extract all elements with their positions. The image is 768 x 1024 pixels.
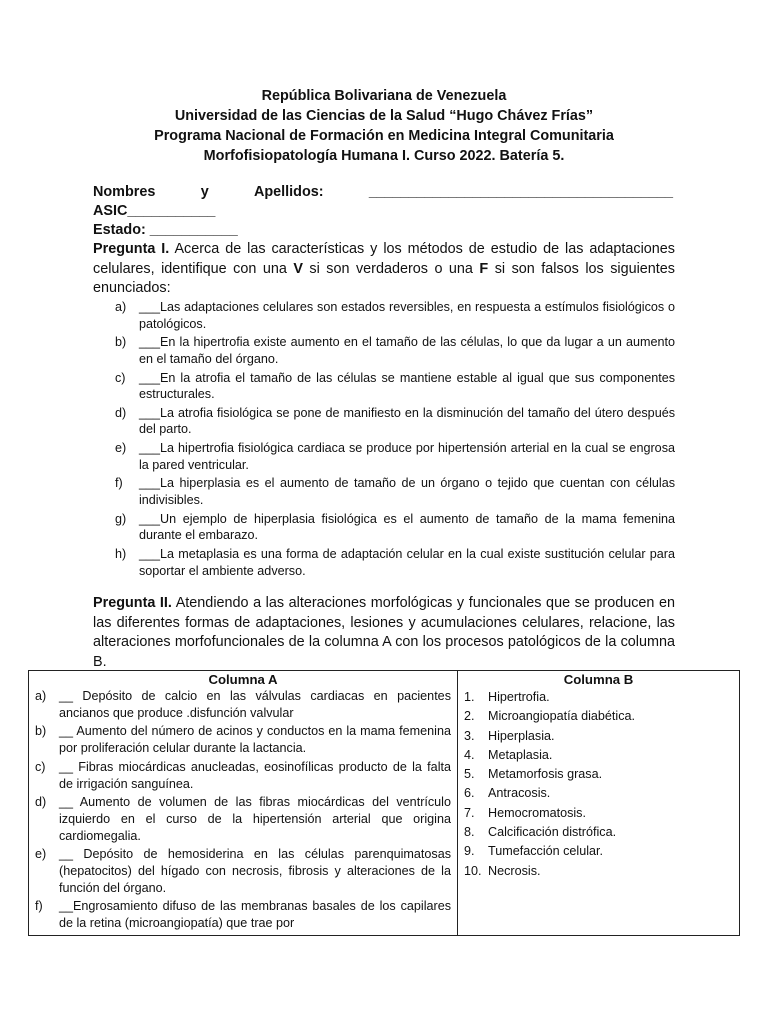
header-university: Universidad de las Ciencias de la Salud “Hugo Chávez Frías” bbox=[174, 108, 594, 124]
q1-item bbox=[115, 405, 675, 438]
item-text: __ Fibras miocárdicas anucleadas, eosinofílicas producto de la falta de irrigación sanguínea. bbox=[59, 759, 451, 791]
item-text: Hemocromatosis. bbox=[488, 805, 586, 820]
q1-item bbox=[115, 511, 675, 544]
student-fields bbox=[93, 183, 673, 240]
item-letter: h) bbox=[115, 547, 127, 562]
item-letter: e) bbox=[35, 847, 47, 862]
item-letter: a) bbox=[35, 689, 47, 703]
item-letter: f) bbox=[115, 476, 123, 491]
item-number: 10. bbox=[464, 863, 482, 878]
column-b-item bbox=[458, 842, 739, 861]
q1-item bbox=[115, 334, 675, 367]
column-a-item bbox=[29, 688, 457, 721]
name-field-row bbox=[93, 183, 673, 202]
q1-item bbox=[115, 440, 675, 473]
nombres-label: Nombres bbox=[93, 184, 156, 200]
item-text: ___En la atrofia el tamaño de las células se mantiene estable al igual que sus componentes estructurales. bbox=[139, 370, 675, 402]
column-b-title: Columna B bbox=[563, 672, 634, 687]
item-text: ___Un ejemplo de hiperplasia fisiológica es el aumento de tamaño de la mama femenina durante el embarazo. bbox=[139, 511, 675, 543]
item-text: __ Aumento de volumen de las fibras miocárdicas del ventrículo izquierdo en el curso de la hipertensión arterial que origina cardiomegalia. bbox=[59, 795, 451, 843]
column-b-item bbox=[458, 765, 739, 784]
column-a bbox=[29, 671, 458, 936]
y-label: y bbox=[200, 184, 209, 200]
item-text: Tumefacción celular. bbox=[488, 844, 604, 859]
item-number: 8. bbox=[464, 825, 475, 840]
name-blank: ______________________________________ bbox=[368, 184, 673, 200]
item-text: __Engrosamiento difuso de las membranas basales de los capilares de la retina (microangiopatía) que trae por bbox=[59, 899, 451, 931]
item-letter: b) bbox=[35, 724, 47, 739]
question-2-label: Pregunta II. bbox=[93, 595, 172, 611]
header-course: Morfofisiopatología Humana I. Curso 2022. Batería 5. bbox=[203, 148, 565, 164]
item-letter: f) bbox=[35, 899, 43, 914]
item-text: Antracosis. bbox=[488, 786, 551, 801]
q2-text: Atendiendo a las alteraciones morfológicas y funcionales que se producen en las diferentes formas de adaptaciones, lesiones y acumulaciones celulares, relacione, las alteraciones morfofuncionales de la columna A con los procesos patológicos de la columna B. bbox=[93, 595, 675, 670]
item-number: 5. bbox=[464, 767, 475, 782]
item-letter: e) bbox=[115, 441, 127, 456]
question-1-items bbox=[115, 299, 675, 581]
document-header bbox=[0, 86, 768, 166]
item-text: Hiperplasia. bbox=[488, 728, 555, 743]
asic-field: ASIC___________ bbox=[93, 203, 216, 219]
column-b-item bbox=[458, 688, 739, 707]
item-text: Calcificación distrófica. bbox=[488, 825, 617, 840]
apellidos-label: Apellidos: bbox=[254, 184, 324, 200]
column-a-item bbox=[29, 759, 457, 792]
item-text: Necrosis. bbox=[488, 863, 541, 878]
item-number: 7. bbox=[464, 805, 475, 820]
q1-f: F bbox=[479, 260, 489, 277]
item-number: 4. bbox=[464, 747, 475, 762]
column-b-item bbox=[458, 784, 739, 803]
item-text: ___Las adaptaciones celulares son estados reversibles, en respuesta a estímulos fisiológicos o patológicos. bbox=[139, 300, 675, 331]
question-2-statement bbox=[93, 594, 675, 672]
header-program: Programa Nacional de Formación en Medicina Integral Comunitaria bbox=[154, 128, 614, 144]
column-b-item bbox=[458, 727, 739, 746]
item-text: Metaplasia. bbox=[488, 747, 553, 762]
item-letter: c) bbox=[115, 370, 126, 385]
item-text: ___La atrofia fisiológica se pone de manifiesto en la disminución del tamaño del útero después del parto. bbox=[139, 405, 675, 437]
column-b-item bbox=[458, 804, 739, 823]
item-number: 1. bbox=[464, 690, 475, 704]
column-b-item bbox=[458, 862, 739, 881]
column-b-item bbox=[458, 746, 739, 765]
item-number: 2. bbox=[464, 709, 475, 724]
item-text: ___La hiperplasia es el aumento de tamaño de un órgano o tejido que cuentan con células indivisibles. bbox=[139, 476, 675, 507]
q1-item bbox=[115, 370, 675, 403]
question-1-statement bbox=[93, 240, 675, 299]
item-text: __ Depósito de calcio en las válvulas cardiacas en pacientes ancianos que produce .disfunción valvular bbox=[59, 689, 451, 720]
item-letter: d) bbox=[115, 405, 127, 420]
q1-item bbox=[115, 475, 675, 508]
item-letter: d) bbox=[35, 795, 47, 810]
column-b-item bbox=[458, 707, 739, 726]
item-text: ___La metaplasia es una forma de adaptación celular en la cual existe sustitución celular para soportar el ambiente adverso. bbox=[139, 547, 675, 578]
item-letter: c) bbox=[35, 759, 46, 774]
q1-text-c: si son falsos los siguientes enunciados: bbox=[93, 260, 675, 296]
q1-item bbox=[115, 299, 675, 332]
column-a-title: Columna A bbox=[208, 672, 278, 687]
matching-table bbox=[28, 670, 740, 936]
column-b-item bbox=[458, 823, 739, 842]
header-country: República Bolivariana de Venezuela bbox=[261, 88, 507, 104]
estado-field: Estado: ___________ bbox=[93, 222, 238, 238]
column-b bbox=[458, 671, 740, 936]
column-a-item bbox=[29, 846, 457, 896]
column-a-item bbox=[29, 898, 457, 931]
item-letter: g) bbox=[115, 511, 127, 526]
item-text: ___En la hipertrofia existe aumento en el tamaño de las células, lo que da lugar a un aumento en el tamaño del órgano. bbox=[139, 335, 675, 366]
item-text: __ Depósito de hemosiderina en las células parenquimatosas (hepatocitos) del hígado con necrosis, fibrosis y alteraciones de la función del órgano. bbox=[59, 847, 451, 895]
item-number: 6. bbox=[464, 786, 475, 801]
column-a-item bbox=[29, 723, 457, 756]
item-text: Microangiopatía diabética. bbox=[488, 709, 636, 724]
q1-text-b: si son verdaderos o una bbox=[302, 260, 480, 277]
item-text: ___La hipertrofia fisiológica cardiaca se produce por hipertensión arterial en la cual se engrosa la pared ventricular. bbox=[139, 441, 675, 472]
item-text: __ Aumento del número de acinos y conductos en la mama femenina por proliferación celular durante la lactancia. bbox=[59, 724, 451, 756]
item-letter: b) bbox=[115, 335, 127, 350]
column-a-item bbox=[29, 794, 457, 844]
item-letter: a) bbox=[115, 300, 127, 314]
q1-item bbox=[115, 546, 675, 579]
q1-v: V bbox=[293, 260, 303, 277]
question-1-label: Pregunta I. bbox=[93, 241, 170, 257]
q1-text-a: Acerca de las características y los métodos de estudio de las adaptaciones celulares, identifique con una bbox=[93, 241, 675, 277]
item-number: 3. bbox=[464, 728, 475, 743]
item-number: 9. bbox=[464, 844, 475, 859]
item-text: Hipertrofia. bbox=[488, 690, 550, 704]
item-text: Metamorfosis grasa. bbox=[488, 767, 603, 782]
